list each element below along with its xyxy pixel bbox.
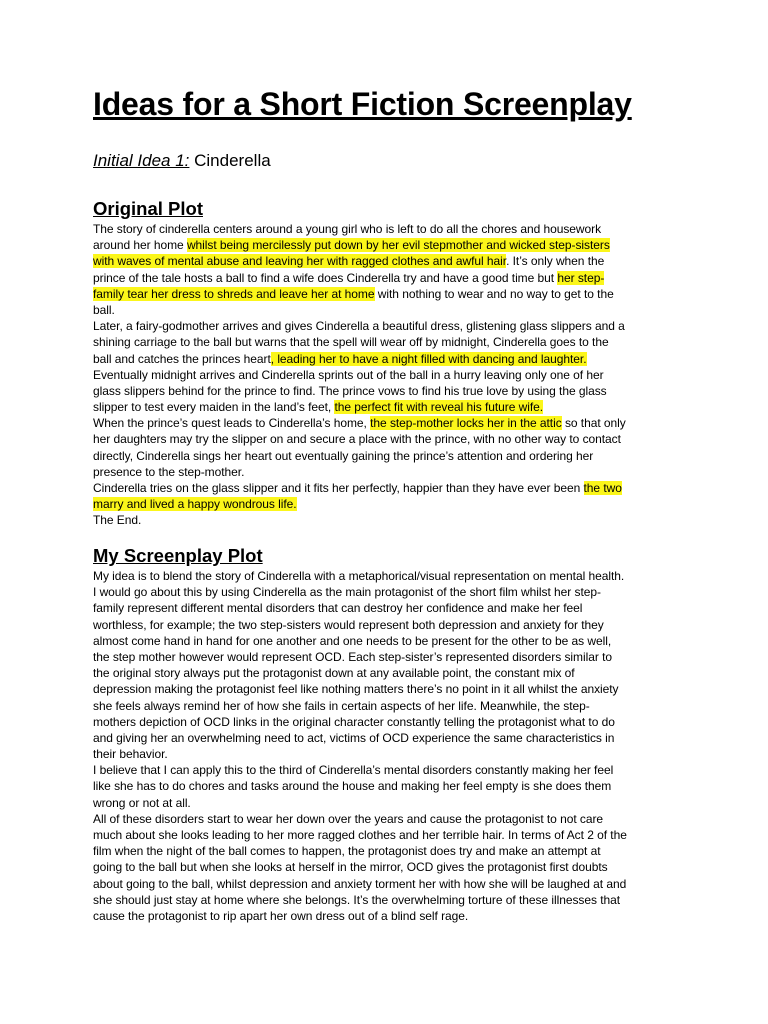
text-line [93, 633, 678, 649]
text-run: Eventually midnight arrives and Cinderella sprints out of the ball in a hurry leaving only one of her [93, 367, 604, 382]
initial-idea-line [93, 151, 271, 171]
highlighted-text: the step-mother locks her in the attic [370, 416, 562, 431]
text-run: around her home [93, 238, 187, 253]
text-line [93, 876, 678, 892]
text-run: worthless, for example; the two step-sisters would represent both depression and anxiety for they [93, 617, 604, 632]
highlighted-text: marry and lived a happy wondrous life. [93, 497, 297, 512]
text-run: . It’s only when the [506, 254, 605, 269]
text-line [93, 762, 678, 778]
text-run: ball and catches the princes heart [93, 351, 271, 366]
text-run: directly, Cinderella sings her heart out eventually gaining the prince’s attention and ordering her [93, 448, 594, 463]
initial-idea-label: Initial Idea 1: [93, 151, 190, 170]
text-run: film when the night of the ball comes to happen, the protagonist does try and make an attempt at [93, 844, 601, 859]
text-run: like she has to do chores and tasks around the house and making her feel empty is she does them [93, 779, 612, 794]
section-heading-my-screenplay-plot: My Screenplay Plot [93, 545, 263, 566]
text-line [93, 496, 678, 512]
text-line [93, 480, 678, 496]
text-line [93, 568, 678, 584]
text-line [93, 714, 678, 730]
text-line [93, 778, 678, 794]
text-run: going to the ball but when she looks at herself in the mirror, OCD gives the protagonist first doubts [93, 860, 608, 875]
text-run: almost come hand in hand for one another and one needs to be present for the other to be as well, [93, 633, 612, 648]
text-line [93, 399, 678, 415]
text-line [93, 600, 678, 616]
text-run: she should just stay at home where she belongs. It’s the overwhelming torture of these illnesses that [93, 892, 621, 907]
text-run: The End. [93, 513, 142, 528]
text-line [93, 383, 678, 399]
text-line [93, 843, 678, 859]
highlighted-text: with waves of mental abuse and leaving her with ragged clothes and awful hair [93, 254, 507, 269]
text-run: Cinderella tries on the glass slipper and it fits her perfectly, happier than they have ever been [93, 481, 584, 495]
text-line [93, 617, 678, 633]
text-line [93, 730, 678, 746]
text-line [93, 318, 678, 334]
text-line [93, 827, 678, 843]
text-line [93, 415, 678, 431]
text-line [93, 464, 678, 480]
text-run: wrong or not at all. [93, 795, 191, 810]
text-run: about going to the ball, whilst depression and anxiety torment her with how she will be laughed at and [93, 876, 627, 891]
text-line [93, 859, 678, 875]
text-line [93, 448, 678, 464]
text-line [93, 237, 678, 253]
text-run: the step mother however would represent OCD. Each step-sister’s represented disorders similar to [93, 649, 612, 664]
text-run: Later, a fairy-godmother arrives and gives Cinderella a beautiful dress, glistening glass slippers and a [93, 319, 625, 334]
text-line [93, 367, 678, 383]
text-run: so that only [561, 416, 626, 431]
text-run: ball. [93, 302, 115, 317]
highlighted-text: the two [583, 481, 622, 495]
section-body-original-plot [93, 221, 678, 529]
section-body-my-screenplay-plot [93, 568, 678, 924]
highlighted-text: family tear her dress to shreds and leave her at home [93, 286, 375, 301]
text-line [93, 431, 678, 447]
text-run: My idea is to blend the story of Cinderella with a metaphorical/visual representation on mental health. [93, 569, 625, 583]
text-run: and giving her an overwhelming need to act, victims of OCD experience the same characteristics in [93, 730, 615, 745]
section-heading-original-plot: Original Plot [93, 198, 203, 219]
text-run: shining carriage to the ball but warns that the spell will wear off by midnight, Cinderella goes to the [93, 335, 609, 350]
highlighted-text: , leading her to have a night filled with dancing and laughter. [270, 351, 587, 366]
text-run: presence to the step-mother. [93, 464, 245, 479]
text-line [93, 253, 678, 269]
text-line [93, 665, 678, 681]
initial-idea-value: Cinderella [189, 151, 271, 170]
text-run: her daughters may try the slipper on and secure a place with the prince, with no other way to contact [93, 432, 621, 447]
text-run: The story of cinderella centers around a young girl who is left to do all the chores and housework [93, 222, 602, 236]
text-line [93, 698, 678, 714]
highlighted-text: the perfect fit with reveal his future wife. [334, 400, 544, 415]
text-run: family represent different mental disorders that can destroy her confidence and make her feel [93, 601, 583, 616]
text-run: When the prince’s quest leads to Cinderella’s home, [93, 416, 371, 431]
text-run: she feels always remind her of how she fails in certain aspects of her life. Meanwhile, the step- [93, 698, 590, 713]
text-line [93, 334, 678, 350]
text-line [93, 512, 678, 528]
text-run: All of these disorders start to wear her down over the years and cause the protagonist to not care [93, 811, 604, 826]
text-line [93, 286, 678, 302]
text-run: much about she looks leading to her more ragged clothes and her terrible hair. In terms of Act 2 of the [93, 828, 627, 842]
text-line [93, 892, 678, 908]
text-line [93, 270, 678, 286]
document-title: Ideas for a Short Fiction Screenplay [93, 86, 632, 122]
text-line [93, 221, 678, 237]
text-run: mothers depiction of OCD links in the original character constantly telling the protagonist what to do [93, 714, 615, 729]
text-line [93, 795, 678, 811]
text-run: glass slippers behind for the prince to find. The prince vows to find his true love by using the glass [93, 383, 607, 398]
text-line [93, 351, 678, 367]
text-line [93, 681, 678, 697]
text-run: I would go about this by using Cinderella as the main protagonist of the short film whilst her step- [93, 585, 601, 600]
text-run: slipper to test every maiden in the land’s feet, [93, 400, 335, 415]
text-run: cause the protagonist to rip apart her own dress out of a blind self rage. [93, 908, 469, 923]
text-run: with nothing to wear and no way to get to the [374, 286, 614, 301]
text-run: prince of the tale hosts a ball to find a wife does Cinderella try and have a good time but [93, 270, 558, 285]
text-line [93, 584, 678, 600]
text-run: the original story always put the protagonist down at any available point, the constant mix of [93, 666, 575, 681]
text-run: depression making the protagonist feel like nothing matters there’s no point in it all whilst the anxiety [93, 682, 619, 697]
text-line [93, 811, 678, 827]
text-line [93, 649, 678, 665]
text-line [93, 908, 678, 924]
highlighted-text: her step- [557, 270, 605, 285]
text-run: their behavior. [93, 747, 168, 762]
text-line [93, 302, 678, 318]
text-run: I believe that I can apply this to the third of Cinderella’s mental disorders constantly making her feel [93, 763, 614, 778]
text-line [93, 746, 678, 762]
highlighted-text: whilst being mercilessly put down by her evil stepmother and wicked step-sisters [186, 238, 610, 253]
